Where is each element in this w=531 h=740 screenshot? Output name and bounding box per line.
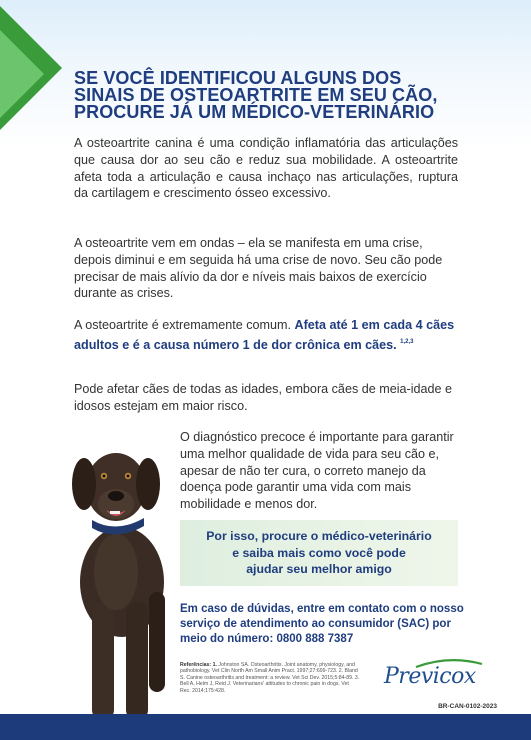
headline: [74, 70, 474, 121]
paragraph-definition: A osteoartrite canina é uma condição inflamatória das articulações que causa dor ao seu cão e reduz sua mobilidade. A osteoartrite afeta toda a articulação e causa inchaço nas articulações, ruptura da cartilagem e crescimento ósseo excessivo.: [74, 136, 458, 201]
previcox-logo: [384, 658, 494, 692]
document-code: BR-CAN-0102-2023: [438, 703, 497, 710]
dog-illustration: [54, 432, 174, 732]
contact-info: Em caso de dúvidas, entre em contato com o nosso serviço de atendimento ao consumidor (SAC) por meio do número: 0800 888 7387: [180, 603, 464, 645]
prevalence-text: A osteoartrite é extremamente comum.: [74, 318, 295, 332]
headline-line-2: SINAIS DE OSTEOARTRITE EM SEU CÃO,: [74, 85, 438, 105]
callout-box: [180, 520, 458, 586]
callout-line-2: e saiba mais como você pode: [232, 545, 406, 560]
paragraph-waves: A osteoartrite vem em ondas – ela se manifesta em uma crise, depois diminui e em seguida há uma crise de novo. Seu cão pode precisar de mais alívio da dor e níveis mais baixos de exercício durante as crises.: [74, 236, 443, 301]
callout-line-3: ajudar seu melhor amigo: [246, 562, 392, 577]
paragraph-diagnosis: O diagnóstico precoce é importante para garantir uma melhor qualidade de vida para seu cão e, apesar de não ter cura, o correto manejo da doença pode garantir uma vida com mais mobilidade e menos dor.: [180, 430, 454, 512]
footer-bar: [0, 714, 531, 740]
paragraph-prevalence: [74, 317, 458, 354]
headline-line-3: PROCURE JÁ UM MÉDICO-VETERINÁRIO: [74, 102, 435, 122]
light-green-arrow-icon: [0, 30, 44, 118]
logo-text: Previcox: [384, 664, 476, 689]
callout-text: [206, 528, 432, 578]
prevalence-highlight: Afeta até 1 em cada 4 cães adultos e é a causa número 1 de dor crônica em cães.: [74, 318, 455, 352]
paragraph-ages: Pode afetar cães de todas as idades, embora cães de meia-idade e idosos estejam em maior risco.: [74, 382, 453, 413]
headline-line-1: SE VOCÊ IDENTIFICOU ALGUNS DOS: [74, 68, 402, 88]
references-label: Referências: 1.: [180, 662, 217, 668]
prevalence-footnote: 1,2,3: [400, 338, 414, 345]
references: [180, 662, 360, 694]
references-text: Johnston SA. Osteoarthritis. Joint anatomy, physiology, and pathobiology. Vet Clin North Am Small Anim Pract. 1997;27:699-723. 2. Bland S. Canine osteoarthritis and treatment: a review. Vet Sci Dev. 2015;5:84-89. 3. Bell A, Helm J, Reid J. Veterinarians' attitudes to chronic pain in dogs. Vet Rec. 2014;175:428.: [180, 662, 360, 694]
callout-line-1: Por isso, procure o médico-veterinário: [206, 529, 432, 544]
